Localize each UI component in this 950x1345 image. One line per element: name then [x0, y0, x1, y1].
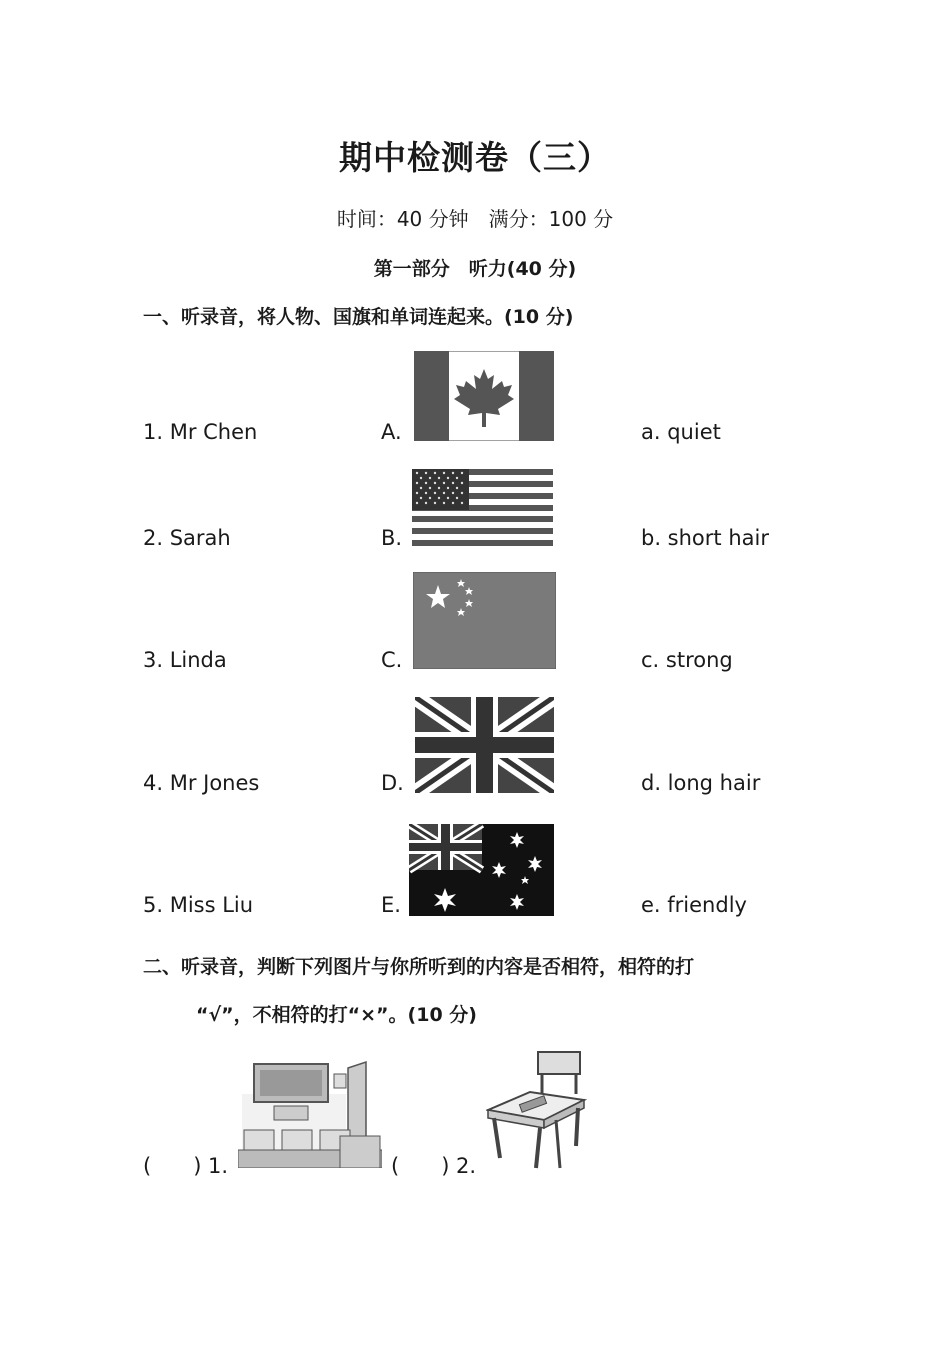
uk-flag-icon [415, 697, 554, 793]
flag-letter-a: A. [381, 420, 402, 444]
flag-letter-b: B. [381, 526, 403, 550]
flag-letter-c: C. [381, 648, 403, 672]
desk-chair-icon [486, 1048, 590, 1172]
canada-flag-icon [414, 351, 554, 441]
australia-flag-icon [409, 824, 554, 916]
section-2-heading: 二、听录音，判断下列图片与你所听到的内容是否相符，相符的打 [143, 956, 695, 978]
person-3: 3. Linda [143, 648, 227, 672]
person-4: 4. Mr Jones [143, 771, 260, 795]
person-5: 5. Miss Liu [143, 893, 254, 917]
word-a: a. quiet [641, 420, 721, 444]
person-1: 1. Mr Chen [143, 420, 258, 444]
china-flag-icon [413, 572, 556, 669]
answer-bracket-2[interactable]: ( ) 2. [391, 1154, 477, 1178]
classroom-icon [238, 1058, 382, 1168]
word-c: c. strong [641, 648, 733, 672]
usa-flag-icon [412, 469, 553, 546]
word-b: b. short hair [641, 526, 769, 550]
person-2: 2. Sarah [143, 526, 231, 550]
section-1-heading: 一、听录音，将人物、国旗和单词连起来。(10 分) [143, 306, 574, 328]
part-heading: 第一部分 听力(40 分) [373, 258, 577, 280]
section-2-heading-cont: “√”，不相符的打“×”。(10 分) [196, 1004, 477, 1026]
word-e: e. friendly [641, 893, 747, 917]
answer-bracket-1[interactable]: ( ) 1. [143, 1154, 229, 1178]
exam-meta: 时间：40 分钟 满分：100 分 [336, 207, 614, 231]
flag-letter-d: D. [381, 771, 404, 795]
page-title: 期中检测卷（三） [339, 138, 611, 177]
word-d: d. long hair [641, 771, 761, 795]
flag-letter-e: E. [381, 893, 401, 917]
